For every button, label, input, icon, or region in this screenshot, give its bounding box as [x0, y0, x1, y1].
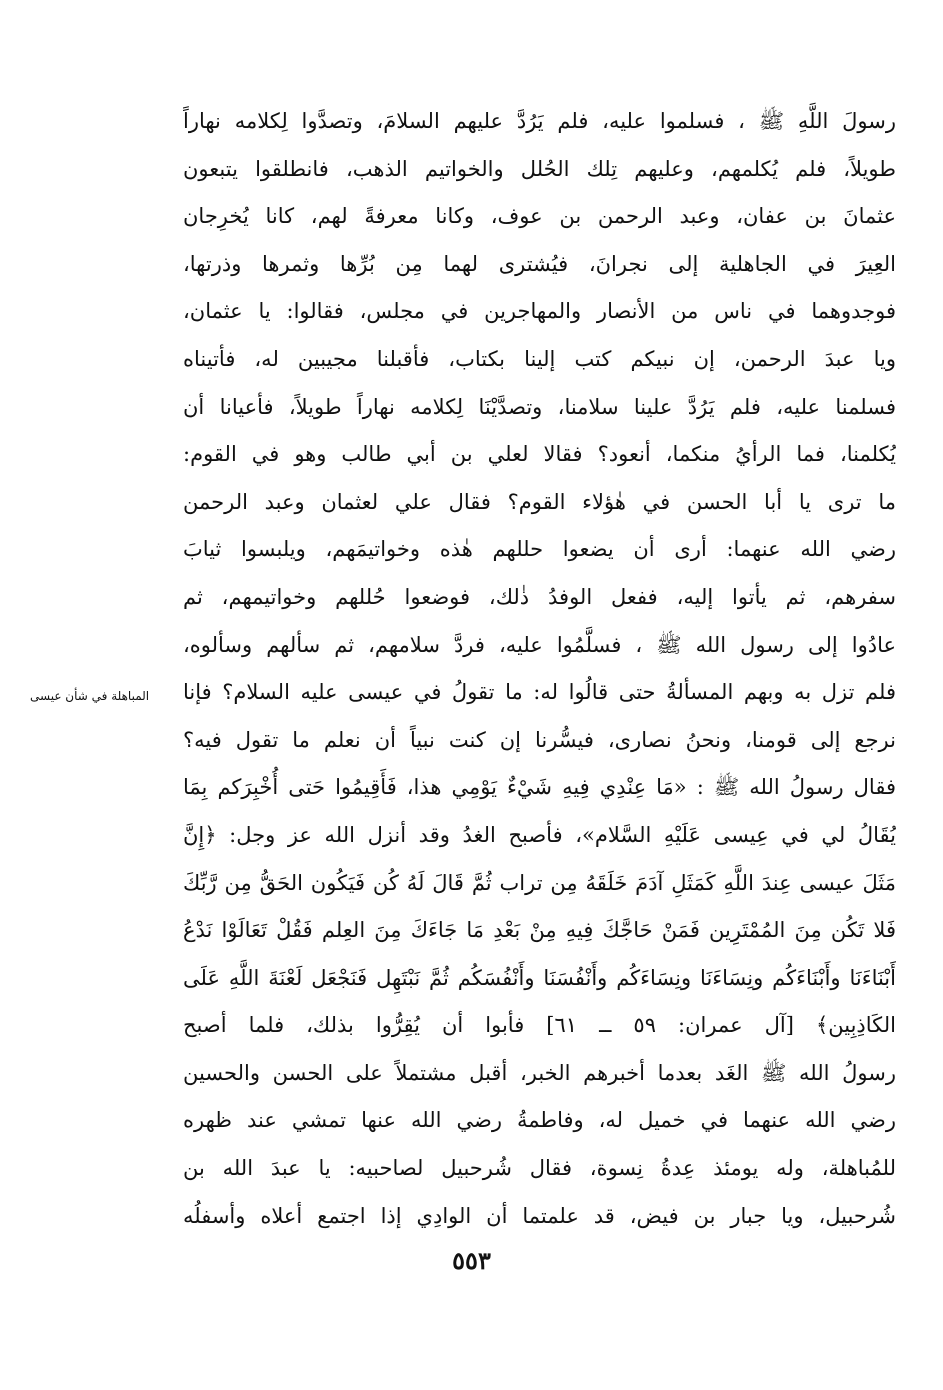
text-line: رسولَ اللَّهِ ﷺ ، فسلموا عليه، فلم يَرُدَّ عليهم السلامَ، وتصدَّوا لِكلامه نهاراً — [183, 109, 896, 133]
text-line: الكَاذِبِين﴾ [آل عمران: ٥٩ ــ ٦١] فأبوا أن يُقِرُّوا بذلك، فلما أصبح — [183, 1013, 896, 1038]
text-line: يُقَالُ لي في عِيسى عَلَيْهِ السَّلام»، فأصبح الغدُ وقد أنزل الله عز وجل: ﴿إِنَّ — [183, 822, 896, 847]
text-line: للمُباهلة، وله يومئذ عِدةُ نِسوة، فقال شُرحبيل لصاحبيه: يا عبدَ الله بن — [183, 1156, 896, 1181]
text-line: فلم تزل به وبهم المسألةُ حتى قالُوا له: ما تقولُ في عيسى عليه السلام؟ فإنا — [183, 680, 896, 705]
text-line: سفرهم، ثم يأتوا إليه، ففعل الوفدُ ذٰلك، فوضعوا حُللهم وخواتيمهم، ثم — [183, 584, 896, 609]
text-line: عادُوا إلى رسول الله ﷺ ، فسلَّمُوا عليه، فردَّ سلامهم، ثم سألهم وسألوه، — [183, 632, 896, 657]
text-line: رسولُ الله ﷺ الغَد بعدما أخبرهم الخبر، أقبل مشتملاً على الحسن والحسين — [183, 1060, 896, 1085]
text-line: العِيرَ في الجاهلية إلى نجرانَ، فيُشترى لهما مِن بُرِّها وثمرها وذرتها، — [183, 251, 896, 276]
text-line: عثمانَ بن عفان، وعبد الرحمن بن عوف، وكانا معرفةً لهم، كانا يُخرِجان — [183, 204, 896, 229]
text-line: فقال رسولُ الله ﷺ : «مَا عِنْدِي فِيهِ شَيْءٌ يَوْمِي هذا، فَأَقِيمُوا حَتى أُخْبِرَكم بِمَا — [183, 775, 896, 800]
text-line: فسلمنا عليه، فلم يَرُدَّ علينا سلامنا، وتصدَّيْنَا لِكلامه نهاراً طويلاً، فأعيانا أن — [183, 394, 896, 419]
text-line: يُكلمنا، فما الرأيُ منكما، أنعود؟ فقالا لعلي بن أبي طالب وهو في القوم: — [183, 442, 896, 467]
text-line: رضي الله عنهما في خميل له، وفاطمةُ رضي الله عنها تمشي عند ظهره — [183, 1108, 896, 1133]
text-line: طويلاً، فلم يُكلمهم، وعليهم تِلك الحُلل والخواتيم الذهب، فانطلقوا يتبعون — [183, 156, 896, 181]
text-line: ما ترى يا أبا الحسن في هٰؤلاء القوم؟ فقال علي لعثمان وعبد الرحمن — [183, 489, 896, 514]
quran-verse-line: أَبْنَاءَنَا وأَبْنَاءَكُم ونِسَاءَنَا ونِسَاءَكُم وأَنْفُسَنَا وأَنْفُسَكُم ثُمَّ نَبْتَهِل فَنَجْعَل لَعْنَةَ اللَّهِ عَلَى — [183, 965, 896, 990]
text-line: فوجدوهما في ناس من الأنصار والمهاجرين في مجلس، فقالوا: يا عثمان، — [183, 299, 896, 324]
quran-verse-line: فَلا تَكُن مِنَ المُمْتَرِين فَمَنْ حَاجَّكَ فِيهِ مِنْ بَعْدِ مَا جَاءَكَ مِنَ العِلم فَقُلْ تَعَالَوْا نَدْعُ — [183, 918, 896, 943]
text-line: رضي الله عنهما: أرى أن يضعوا حللهم هٰذه وخواتيمَهم، ويلبسوا ثيابَ — [183, 537, 896, 562]
page-number: ٥٥٣ — [452, 1246, 491, 1275]
quran-verse-line: مَثَلَ عيسى عِندَ اللَّهِ كَمَثَلِ آدَمَ خَلَقَهُ مِن تراب ثُمَّ قَالَ لَهُ كُن فَيَكُون الحَقُّ مِن رَّبِّكَ — [183, 870, 896, 895]
text-line: ويا عبدَ الرحمن، إن نبيكم كتب إلينا بكتاب، فأقبلنا مجيبين له، فأتيناه — [183, 346, 896, 371]
margin-note: المباهلة في شأن عيسى — [30, 689, 150, 703]
text-line: نرجع إلى قومنا، ونحنُ نصارى، فيسُّرنا إن كنت نبياً أن نعلم ما تقول فيه؟ — [183, 727, 896, 752]
body-text — [183, 98, 896, 1240]
text-line: شُرحبيل، ويا جبار بن فيض، قد علمتما أن الوادِي إذا اجتمع أعلاه وأسفلُه — [183, 1203, 896, 1228]
